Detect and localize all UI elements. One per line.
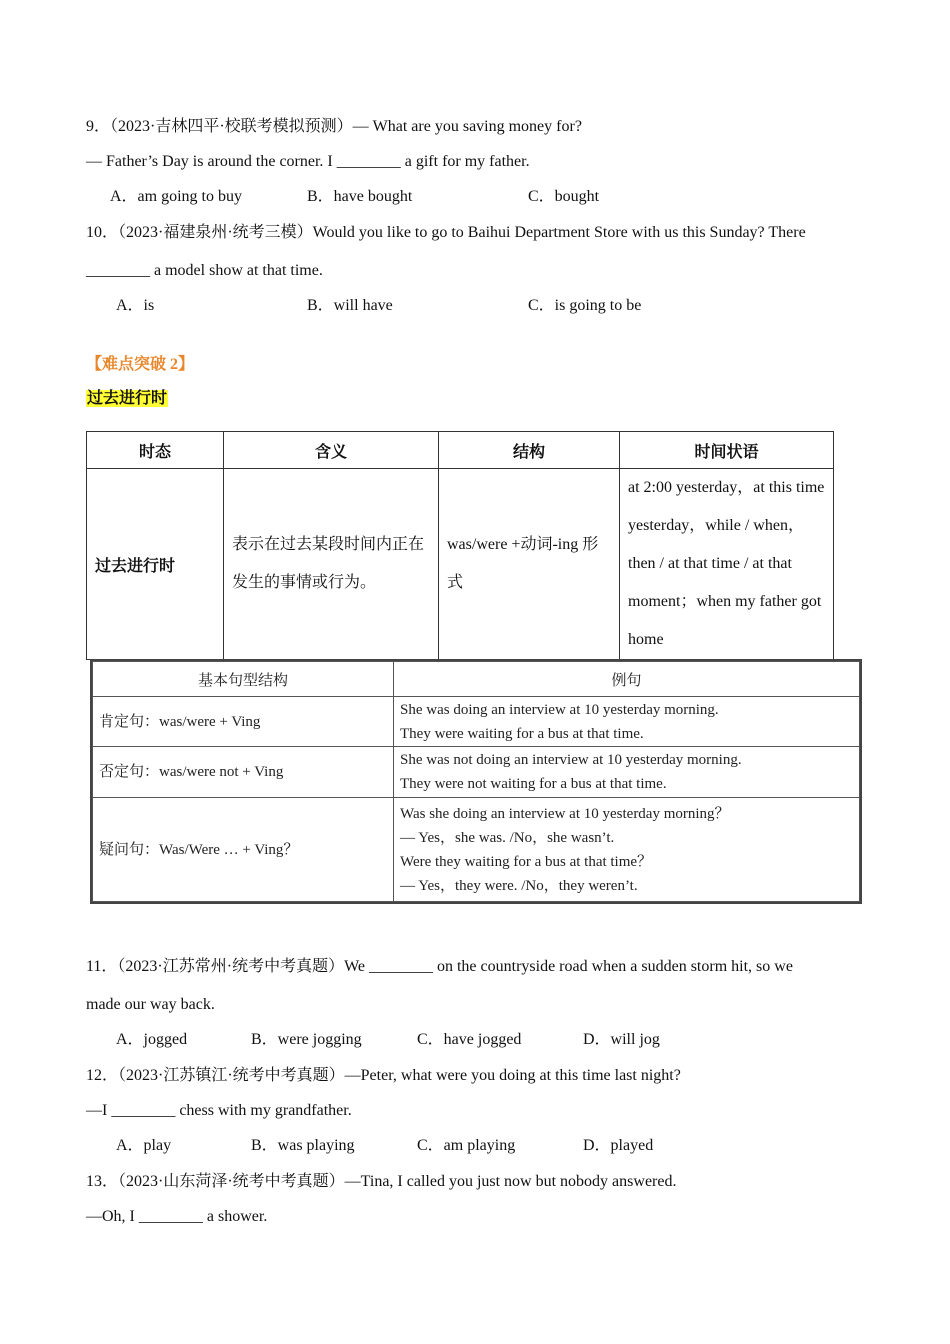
section-title: 过去进行时 [87,390,168,407]
tense-table-header: 时态 [87,432,224,469]
q11-option-a: A．jogged [116,1031,188,1048]
example-cell [394,747,860,798]
q11-option-b: B．were jogging [251,1031,362,1048]
q12-line2: —I ________ chess with my grandfather. [86,1102,352,1119]
q9-option-a: A．am going to buy [110,188,242,205]
tense-table-header-row [87,432,834,469]
q9-option-c: C．bought [528,188,600,205]
pattern-table-header: 例句 [394,662,860,697]
q12-stem: 12．（2023·江苏镇江·统考中考真题）—Peter, what were you doing at this time last night? [86,1067,681,1084]
example-cell [394,798,860,902]
example-sentence: She was not doing an interview at 10 yesterday morning. [400,752,742,768]
q9-option-b: B．have bought [307,188,413,205]
tense-table-header: 含义 [224,432,439,469]
example-sentence: They were not waiting for a bus at that time. [400,776,667,792]
tense-table-header: 结构 [439,432,620,469]
example-cell [394,697,860,747]
q11-stem: 11．（2023·江苏常州·统考中考真题）We ________ on the countryside road when a sudden storm hit, so we [86,958,793,975]
example-sentence: They were waiting for a bus at that time. [400,725,644,742]
q10-line2: ________ a model show at that time. [86,262,323,279]
q10-stem: 10．（2023·福建泉州·统考三模）Would you like to go to Baihui Department Store with us this Sunday? There [86,224,806,241]
pattern-cell: 肯定句：was/were + Ving [93,697,394,747]
q12-option-a: A．play [116,1137,172,1154]
example-sentence: Was she doing an interview at 10 yesterday morning？ [400,805,730,822]
q10-option-a: A．is [116,297,155,314]
tense-name-cell: 过去进行时 [87,469,224,660]
tense-structure-cell: was/were +动词-ing 形式 [439,469,620,660]
example-sentence: Were they waiting for a bus at that time？ [400,853,653,870]
tense-adverbials-cell: at 2:00 yesterday，at this time yesterday，while / when，then / at that time / at that moment；when my father got home [620,469,834,660]
q12-option-c: C．am playing [417,1137,516,1154]
q11-line2: made our way back. [86,996,215,1013]
tense-table-row [87,469,834,660]
tense-meaning-cell: 表示在过去某段时间内正在发生的事情或行为。 [224,469,439,660]
section-title-wrap [86,389,168,409]
q11-option-d: D．will jog [583,1031,660,1048]
example-sentence: — Yes，they were. /No，they weren’t. [400,877,638,894]
example-sentence: — Yes，she was. /No，she wasn’t. [400,829,615,846]
pattern-table-header: 基本句型结构 [93,662,394,697]
pattern-row-affirmative [93,697,860,747]
tense-table [86,431,834,660]
q9-stem: 9．（2023·吉林四平·校联考模拟预测）— What are you saving money for? [86,118,582,135]
example-sentence: She was doing an interview at 10 yesterday morning. [400,701,719,718]
q12-option-b: B．was playing [251,1137,355,1154]
q9-line2: — Father’s Day is around the corner. I ________ a gift for my father. [86,153,530,170]
q10-option-c: C．is going to be [528,297,642,314]
pattern-row-negative [93,747,860,798]
sentence-pattern-figure [90,659,862,904]
section-tag: 【难点突破 2】 [86,356,195,373]
pattern-cell: 疑问句：Was/Were … + Ving？ [93,798,394,902]
sentence-pattern-table [92,661,860,902]
q12-option-d: D．played [583,1137,654,1154]
tense-table-header: 时间状语 [620,432,834,469]
q11-option-c: C．have jogged [417,1031,522,1048]
pattern-row-question [93,798,860,902]
q10-option-b: B．will have [307,297,393,314]
pattern-table-header-row [93,662,860,697]
pattern-cell: 否定句：was/were not + Ving [93,747,394,798]
q13-line2: —Oh, I ________ a shower. [86,1208,268,1225]
q13-stem: 13．（2023·山东菏泽·统考中考真题）—Tina, I called you just now but nobody answered. [86,1173,677,1190]
